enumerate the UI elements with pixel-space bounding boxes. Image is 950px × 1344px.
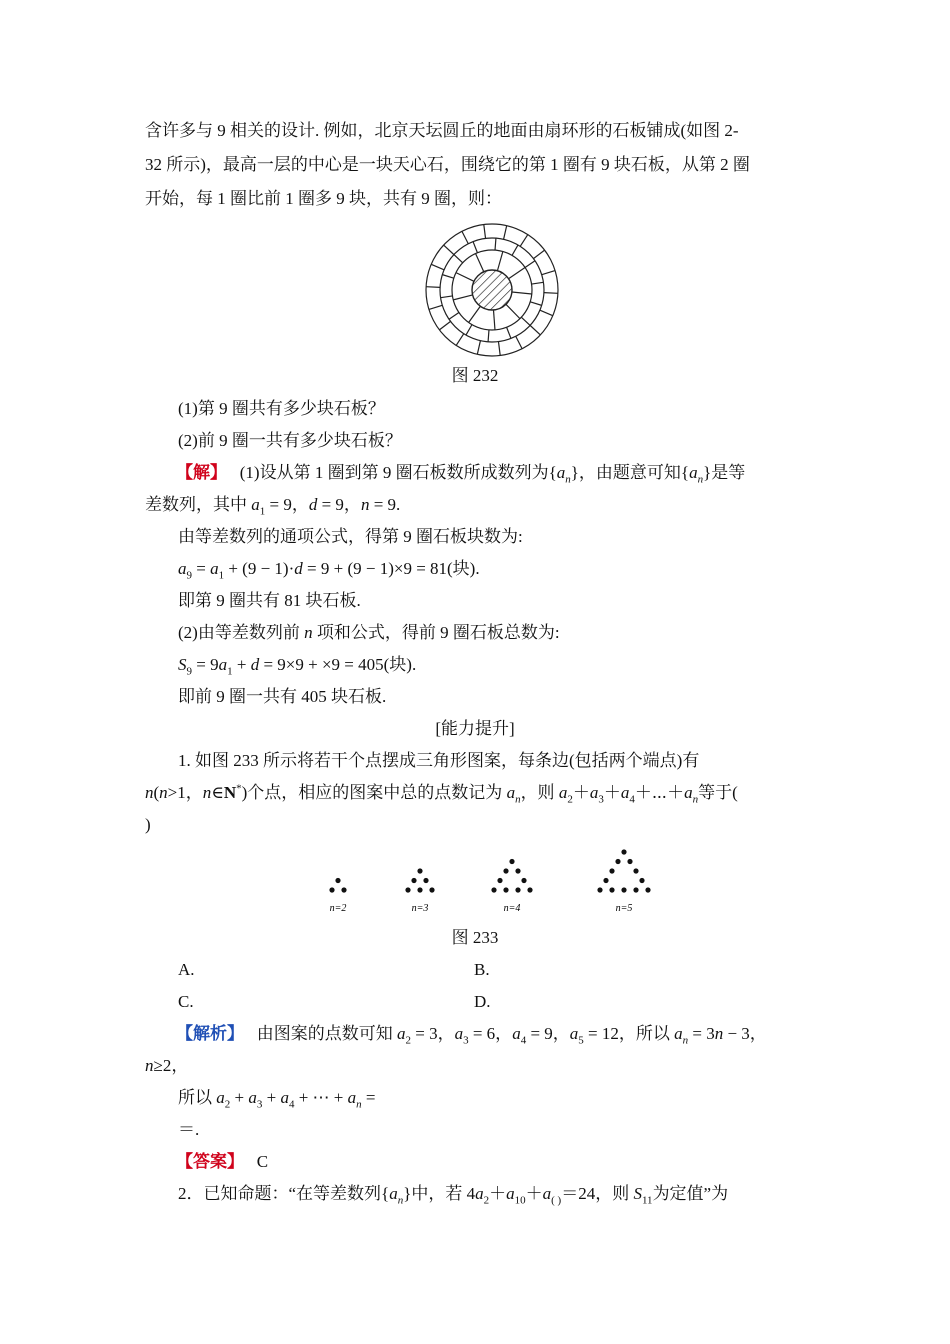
pattern-label-n4: n=4: [503, 903, 521, 914]
stone-divider: [512, 292, 532, 294]
stone-divider: [484, 225, 486, 239]
stone-divider: [456, 273, 474, 282]
pattern-dot-n3: [417, 887, 422, 892]
pattern-dot-n5: [645, 887, 650, 892]
pattern-dot-n4: [521, 878, 526, 883]
problem-1-line-3: ): [145, 815, 151, 834]
stone-divider: [493, 310, 494, 330]
option-d: D.: [474, 992, 491, 1011]
pattern-dot-n5: [621, 849, 626, 854]
stone-divider: [476, 254, 484, 272]
problem-1-line-1: 1. 如图 233 所示将若干个点摆成三角形图案，每条边(包括两个端点)有: [178, 751, 700, 770]
stone-divider: [509, 267, 526, 278]
stone-divider: [462, 231, 468, 243]
stone-divider: [542, 271, 555, 275]
pattern-dot-n5: [597, 887, 602, 892]
pattern-dot-n2: [341, 887, 346, 892]
problem-1-line-2: n(n>1，n∈N*)个点，相应的图案中总的点数记为 $a_n$，则 $a_2+a_3+a_4+\cdots+a_n$等于(: [145, 782, 738, 806]
analysis-line-2: n≥2，: [145, 1056, 189, 1075]
stone-divider: [498, 342, 500, 356]
intro-line-2: 32 所示)，最高一层的中心是一块天心石，围绕它的第 1 圈有 9 块石板，从第 2 圈: [145, 155, 750, 174]
pattern-dot-n4: [515, 887, 520, 892]
analysis-tag: 【解析】: [176, 1024, 244, 1043]
pattern-dot-n4: [515, 868, 520, 873]
solution-tag: 【解】: [176, 463, 227, 482]
analysis-line-4: ＝.: [178, 1120, 200, 1139]
stone-divider: [442, 275, 453, 279]
pattern-label-n3: n=3: [411, 903, 429, 914]
stone-divider: [454, 255, 463, 263]
pattern-dot-n5: [615, 859, 620, 864]
stone-divider: [488, 330, 489, 342]
pattern-label-n5: n=5: [615, 903, 633, 914]
stone-divider: [530, 302, 541, 306]
solution-line-4: $a_9 = a_1 + (9 - 1)\cdot d = 9 + (9 - 1)\times 9 = 81$(块).: [178, 559, 480, 582]
pattern-dot-n5: [633, 887, 638, 892]
stone-divider: [473, 242, 477, 253]
stone-divider: [456, 334, 464, 346]
solution-line-5: 即第 9 圈共有 81 块石板.: [178, 591, 361, 610]
center-stone: [472, 270, 512, 310]
stone-divider: [441, 296, 453, 298]
stone-divider: [530, 325, 540, 335]
stone-divider: [453, 295, 472, 300]
pattern-dot-n4: [497, 878, 502, 883]
pattern-dot-n5: [633, 868, 638, 873]
stone-divider: [444, 245, 454, 255]
pattern-dot-n4: [509, 859, 514, 864]
stone-divider: [439, 321, 450, 329]
stone-divider: [506, 304, 520, 318]
solution-line-2: 差数列，其中 $a_1 = 9$，d = 9，n = 9.: [145, 495, 401, 518]
figure-233-caption: 图 233: [451, 928, 499, 947]
pattern-dot-n4: [503, 868, 508, 873]
stone-divider: [504, 226, 507, 240]
pattern-dot-n3: [411, 878, 416, 883]
pattern-dot-n5: [621, 887, 626, 892]
stone-divider: [525, 261, 535, 268]
pattern-dot-n3: [405, 887, 410, 892]
option-b: B.: [474, 960, 490, 979]
analysis-line-1: 【解析】 由图案的点数可知 $a_2 = 3$，$a_3 = 6$，$a_4 = 9$，$a_5 = 12$，所以 $a_n = 3n - 3$，: [176, 1024, 767, 1047]
stone-divider: [512, 245, 518, 255]
section-heading: [能力提升]: [435, 719, 515, 738]
pattern-dot-n4: [527, 887, 532, 892]
solution-line-1: 【解】 (1)设从第 1 圈到第 9 圈石板数所成数列为$\{a_n\}$，由题意可知$\{a_n\}$是等: [176, 463, 746, 486]
pattern-dot-n5: [609, 868, 614, 873]
pattern-dot-n2: [335, 878, 340, 883]
stone-divider: [466, 325, 472, 335]
triangle-dot-patterns: [318, 838, 668, 918]
stone-divider: [544, 293, 558, 294]
analysis-line-3: 所以 $a_2 + a_3 + a_4$ + ⋯ + $a_n$ =: [178, 1088, 376, 1111]
solution-line-8: 即前 9 圈一共有 405 块石板.: [178, 687, 387, 706]
stone-divider: [532, 282, 544, 284]
pattern-dot-n3: [417, 868, 422, 873]
pattern-dot-n5: [609, 887, 614, 892]
stone-divider: [520, 235, 528, 247]
intro-line-3: 开始，每 1 圈比前 1 圈多 9 块，共有 9 圈，则：: [145, 189, 502, 208]
pattern-label-n2: n=2: [329, 903, 347, 914]
intro-line-1: 含许多与 9 相关的设计. 例如，北京天坛圆丘的地面由扇环形的石板铺成(如图 2-: [145, 121, 739, 140]
figure-232-caption: 图 232: [451, 366, 499, 385]
pattern-dot-n3: [429, 887, 434, 892]
stone-divider: [426, 287, 440, 288]
stone-divider: [521, 317, 530, 325]
pattern-dot-n5: [603, 878, 608, 883]
option-a: A.: [178, 960, 195, 979]
stone-divider: [449, 313, 459, 320]
stone-divider: [477, 341, 480, 355]
answer-line: [176, 1151, 268, 1173]
stone-divider: [533, 250, 544, 258]
pattern-dot-n5: [627, 859, 632, 864]
solution-line-7: $S_9 = 9a_1 + d = 9\times 9 + \times 9 = 405$(块).: [178, 655, 417, 678]
pattern-dot-n4: [491, 887, 496, 892]
stone-divider: [429, 305, 442, 309]
stone-divider: [469, 306, 481, 322]
answer-tag: 【答案】: [176, 1152, 244, 1171]
pattern-dot-n5: [639, 878, 644, 883]
solution-line-3: 由等差数列的通项公式，得第 9 圈石板块数为:: [178, 527, 523, 546]
question-1: (1)第 9 圈共有多少块石板？: [178, 399, 385, 418]
question-2: (2)前 9 圈一共有多少块石板？: [178, 431, 402, 450]
solution-line-6: (2)由等差数列前 n 项和公式，得前 9 圈石板总数为:: [178, 623, 560, 642]
stone-divider: [497, 251, 502, 270]
pattern-dot-n3: [423, 878, 428, 883]
stone-divider: [516, 336, 522, 348]
problem-2-line-1: 2．已知命题：“在等差数列$\{a_n\}$中，若 $4a_2+a_{10}+a_{( )}=24$，则 $S_{11}$为定值”为: [178, 1184, 729, 1207]
stone-divider: [495, 238, 496, 250]
stone-divider: [507, 327, 511, 338]
option-c: C.: [178, 992, 194, 1011]
pattern-dot-n2: [329, 887, 334, 892]
circular-stone-rings-diagram: [425, 222, 559, 358]
pattern-dot-n4: [503, 887, 508, 892]
answer-value: C: [256, 1152, 269, 1171]
stone-divider: [431, 264, 444, 269]
stone-divider: [540, 310, 553, 315]
